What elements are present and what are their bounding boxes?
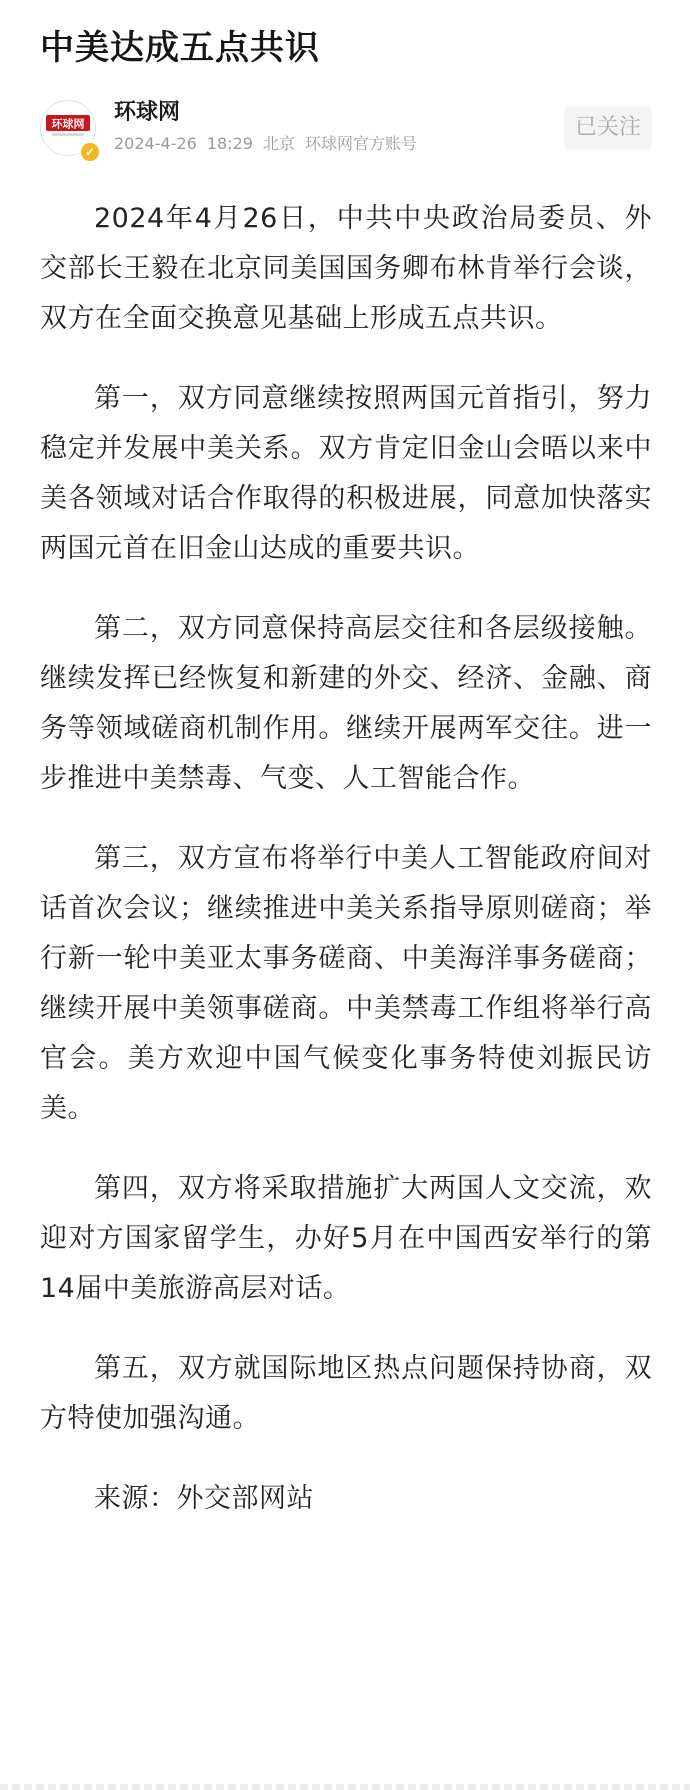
avatar[interactable] bbox=[40, 100, 96, 159]
article-paragraph-second: 第二，双方同意保持高层交往和各层级接触。继续发挥已经恢复和新建的外交、经济、金融、商务等领域磋商机制作用。继续开展两军交往。进一步推进中美禁毒、气变、人工智能合作。 bbox=[40, 613, 652, 794]
article-paragraph-first: 第一，双方同意继续按照两国元首指引，努力稳定并发展中美关系。双方肯定旧金山会晤以来中美各领域对话合作取得的积极进展，同意加快落实两国元首在旧金山达成的重要共识。 bbox=[40, 383, 652, 564]
avatar-logo-text: 环球网 bbox=[51, 117, 85, 131]
article-source: 来源：外交部网站 bbox=[94, 1483, 314, 1514]
publish-location: 北京 bbox=[262, 134, 295, 153]
huanqiu-logo-icon bbox=[46, 115, 90, 139]
follow-button[interactable]: 已关注 bbox=[564, 106, 652, 150]
verified-badge-icon: ✓ bbox=[79, 141, 101, 163]
author-name[interactable]: 环球网 bbox=[114, 100, 181, 125]
article-meta bbox=[114, 132, 427, 156]
article-title: 中美达成五点共识 bbox=[40, 28, 320, 68]
article-paragraph-fifth: 第五，双方就国际地区热点问题保持协商，双方特使加强沟通。 bbox=[40, 1353, 652, 1434]
account-type: 环球网官方账号 bbox=[304, 134, 417, 153]
publish-date: 2024-4-26 bbox=[114, 134, 197, 153]
author-bar bbox=[40, 96, 652, 166]
bottom-edge-divider bbox=[0, 1784, 690, 1790]
article-paragraph-third: 第三，双方宣布将举行中美人工智能政府间对话首次会议；继续推进中美关系指导原则磋商；举行新一轮中美亚太事务磋商、中美海洋事务磋商；继续开展中美领事磋商。中美禁毒工作组将举行高官会。美方欢迎中国气候变化事务特使刘振民访美。 bbox=[40, 843, 652, 1124]
publish-time: 18:29 bbox=[206, 134, 253, 153]
article-paragraph-intro: 2024年4月26日，中共中央政治局委员、外交部长王毅在北京同美国国务卿布林肯举行会谈，双方在全面交换意见基础上形成五点共识。 bbox=[40, 203, 652, 334]
article-paragraph-fourth: 第四，双方将采取措施扩大两国人文交流，欢迎对方国家留学生，办好5月在中国西安举行的第14届中美旅游高层对话。 bbox=[40, 1173, 652, 1304]
article-body bbox=[40, 194, 652, 1554]
